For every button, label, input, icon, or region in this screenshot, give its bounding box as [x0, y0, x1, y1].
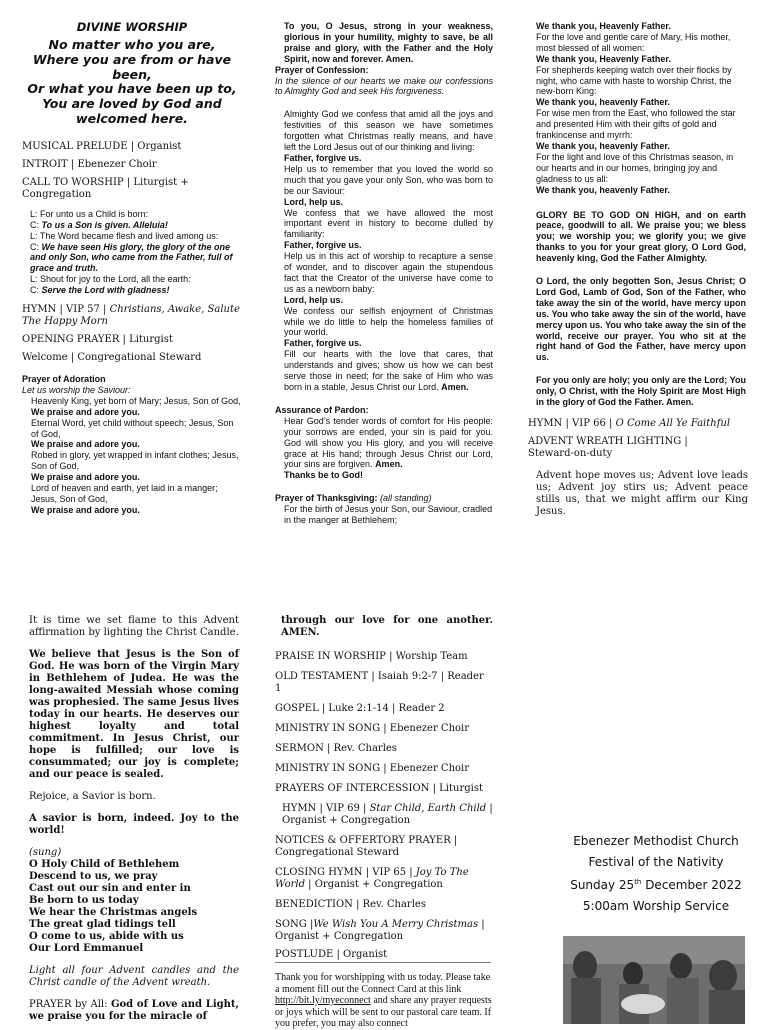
- order-hymn-69: HYMN | VIP 69 | Star Child, Earth Child | Organist + Congregation: [282, 803, 493, 826]
- thanksgiving-heading: Prayer of Thanksgiving: (all standing): [275, 493, 432, 504]
- confession-line: Help us in this act of worship to recapture a sense of wonder, and to discover again the stupendous fact that the Creator of the universe have come to us as a newborn baby:: [284, 251, 493, 294]
- confession-response: Father, forgive us.: [284, 152, 362, 163]
- section-intro: Let us worship the Saviour:: [22, 384, 131, 395]
- page-title: DIVINE WORSHIP: [76, 20, 188, 34]
- order-welcome: Welcome | Congregational Steward: [22, 352, 202, 364]
- carol-line: The great glad tidings tell: [29, 919, 176, 930]
- order-notices: NOTICES & OFFERTORY PRAYER | Congregational Steward: [275, 835, 458, 858]
- connect-card-link[interactable]: http://bit.ly/myeconnect: [275, 995, 371, 1006]
- confession-response: Lord, help us.: [284, 196, 344, 207]
- litany-response: We thank you, Heavenly Father.: [536, 21, 671, 31]
- column-4: [29, 615, 239, 1023]
- welcome-statement: [22, 38, 242, 127]
- order-hymn-66: HYMN | VIP 66 | O Come All Ye Faithful: [528, 418, 731, 429]
- order-sermon: SERMON | Rev. Charles: [275, 743, 397, 754]
- order-intercession: PRAYERS OF INTERCESSION | Liturgist: [275, 783, 483, 794]
- confession-line: We confess our selfish enjoyment of Christmas while we do little to help the homeless families of your world.: [284, 305, 493, 338]
- candle-intro: It is time we set flame to this Advent affirmation by lighting the Christ Candle.: [29, 615, 239, 638]
- confession-response: Lord, help us.: [284, 294, 344, 305]
- litany-line: L: The Word became flesh and lived among us:: [30, 230, 219, 241]
- carol-line: Be born to us today: [29, 895, 139, 906]
- confession-prayer: [275, 109, 493, 393]
- adoration-line: Robed in glory, yet wrapped in infant clothes; Jesus, Son of God,: [31, 450, 239, 472]
- advent-affirmation: Advent hope moves us; Advent love leads us; Advent joy stirs us; Advent peace stills us, that we might affirm our King Jesus.: [536, 470, 748, 517]
- assurance-of-pardon: Hear God’s tender words of comfort for His people: your sorrows are ended, your sin is paid for you. God will show you His glory, and you will receive grace at His hand; through Jesus Christ our Lord, your sins are forgiven. Amen. Thanks be to God!: [284, 415, 493, 481]
- gloria-paragraph-3: For you only are holy; you only are the Lord; You only, O Christ, with the Holy Spirit are Most High in the glory of God the Father. Amen.: [536, 375, 746, 408]
- church-info: [556, 831, 756, 916]
- litany-line: For the love and gentle care of Mary, His mother, most blessed of all women:: [536, 31, 731, 53]
- church-name: Ebenezer Methodist Church: [573, 834, 739, 848]
- order-ministry-in-song: MINISTRY IN SONG | Ebenezer Choir: [275, 763, 470, 774]
- order-benediction: BENEDICTION | Rev. Charles: [275, 899, 426, 910]
- order-gospel: GOSPEL | Luke 2:1-14 | Reader 2: [275, 703, 445, 714]
- rejoice-line: Rejoice, a Savior is born.: [29, 791, 156, 802]
- nativity-illustration: [563, 936, 745, 1024]
- doxology: To you, O Jesus, strong in your weakness, glorious in your humility, mighty to save, be all praise and glory, with the Father and the Holy Spirit, now and forever. Amen.: [284, 21, 493, 64]
- order-opening-prayer: OPENING PRAYER | Liturgist: [22, 334, 173, 346]
- carol-line: Cast out our sin and enter in: [29, 883, 191, 894]
- adoration-line: Eternal Word, yet child without speech; Jesus, Son of God,: [31, 417, 234, 439]
- column-2: [275, 21, 493, 526]
- litany-line: C: To us a Son is given. Alleluia!: [30, 219, 168, 230]
- pardon-response: Thanks be to God!: [284, 470, 364, 481]
- carol-line: O Holy Child of Bethlehem: [29, 859, 180, 870]
- gloria-paragraph-2: O Lord, the only begotten Son, Jesus Christ; O Lord God, Lamb of God, Son of the Father, who take away the sin of the world, have mercy upon us. You who take away the sin of the world, have mercy upon us. You who take away the sin of the world, receive our prayer. You who sit at the right hand of God the Father, have mercy upon us.: [536, 276, 746, 363]
- column-5: [275, 615, 493, 1030]
- order-praise: PRAISE IN WORSHIP | Worship Team: [275, 651, 468, 662]
- order-ministry-in-song: MINISTRY IN SONG | Ebenezer Choir: [275, 723, 470, 734]
- order-call-to-worship: CALL TO WORSHIP | Liturgist + Congregation: [22, 176, 189, 200]
- candle-instruction: Light all four Advent candles and the Christ candle of the Advent wreath.: [29, 965, 239, 988]
- order-closing-hymn: CLOSING HYMN | VIP 65 | Joy To The World | Organist + Congregation: [275, 867, 469, 890]
- adoration-response: We praise and adore you.: [31, 472, 140, 483]
- order-hymn-57: HYMN | VIP 57 | Christians, Awake, Salute The Happy Morn: [22, 304, 240, 328]
- carol-line: O come to us, abide with us: [29, 931, 184, 942]
- adoration-line: Heavenly King, yet born of Mary; Jesus, Son of God,: [31, 395, 241, 406]
- sung-note: (sung): [29, 847, 62, 858]
- call-to-worship-litany: [22, 209, 242, 296]
- order-song: SONG |We Wish You A Merry Christmas | Organist + Congregation: [275, 919, 485, 942]
- carol-line: We hear the Christmas angels: [29, 907, 198, 918]
- litany-line: For shepherds keeping watch over their flocks by night, who came with haste to worship Christ, the new-born King:: [536, 64, 732, 97]
- carol-verse: [29, 859, 239, 955]
- adoration-response: We praise and adore you.: [31, 504, 140, 515]
- adoration-line: Lord of heaven and earth, yet laid in a manger; Jesus, Son of God,: [31, 483, 218, 504]
- carol-line: Our Lord Emmanuel: [29, 943, 144, 954]
- litany-response: We thank you, heavenly Father.: [536, 184, 670, 195]
- welcome-line: You are loved by God and welcomed here.: [42, 96, 222, 126]
- confession-response: Father, forgive us.: [284, 240, 362, 251]
- welcome-line: No matter who you are,: [48, 37, 216, 52]
- gloria-paragraph-1: GLORY BE TO GOD ON HIGH, and on earth peace, goodwill to all. We praise you; we bless you; we worship you; we glorify you; we give thanks to you for your great glory, O Lord God, heavenly king, God the Father Almighty.: [536, 209, 746, 264]
- order-old-testament: OLD TESTAMENT | Isaiah 9:2-7 | Reader 1: [275, 671, 484, 694]
- pardon-heading: Assurance of Pardon:: [275, 404, 369, 415]
- creed: We believe that Jesus is the Son of God. He was born of the Virgin Mary in Bethlehem of Judea. He was the long-awaited Messiah whose coming was prophesied. The same Jesus lives today in our hearts. He deserves our highest loyalty and total commitment. In Jesus Christ, our hope is fulfilled; our love is consummated; our joy is complete; and our peace is sealed.: [29, 649, 239, 780]
- service-time: 5:00am Worship Service: [582, 898, 730, 913]
- order-musical-prelude: MUSICAL PRELUDE | Organist: [22, 140, 182, 152]
- welcome-line: Or what you have been up to,: [27, 81, 237, 97]
- adoration-response: We praise and adore you.: [31, 406, 140, 417]
- litany-line: For the light and love of this Christmas season, in our hearts and in our homes, bringing joy and gladness to us all:: [536, 151, 734, 184]
- order-postlude: POSTLUDE | Organist: [275, 949, 388, 960]
- column-3: [528, 21, 748, 518]
- closing-prayer-end: through our love for one another. AMEN.: [281, 615, 493, 638]
- carol-line: Descend to us, we pray: [29, 871, 158, 882]
- festival-name: Festival of the Nativity: [588, 854, 724, 869]
- column-1: [22, 20, 242, 516]
- confession-heading: Prayer of Confession:: [275, 64, 369, 75]
- divider: [275, 962, 491, 963]
- litany-line: L: For unto us a Child is born:: [30, 208, 149, 219]
- confession-line: Fill our hearts with the love that cares, that understands and gives; show us how we can best serve those in need; for the sake of Him who was born in a stable, Jesus Christ our Lord. Amen.: [284, 349, 493, 392]
- confession-response: Father, forgive us.: [284, 338, 362, 349]
- litany-response: We thank you, heavenly Father.: [536, 97, 670, 108]
- litany-line: C: We have seen His glory, the glory of the one and only Son, who came from the Father, full of grace and truth.: [30, 241, 233, 274]
- litany-line: L: Shout for joy to the Lord, all the earth:: [30, 274, 191, 285]
- confession-line: We confess that we have allowed the most important event in history to become dulled by familiarity:: [284, 207, 493, 240]
- rejoice-response: A savior is born, indeed. Joy to the world!: [29, 813, 239, 836]
- confession-line: Help us to remember that you loved the world so much that you gave your only Son, who was born to be our Saviour:: [284, 163, 493, 196]
- confession-line: Almighty God we confess that amid all the joys and festivities of this season we have sometimes forgotten what Christmas really means, and have left the Lord Jesus out of our thinking and living:: [284, 109, 493, 153]
- litany-response: We thank you, Heavenly Father.: [536, 53, 671, 64]
- thanksgiving-litany: [536, 21, 746, 196]
- litany-line: For wise men from the East, who followed the star and presented Him with their gifts of gold and frankincense and myrrh:: [536, 108, 736, 141]
- litany-line: C: Serve the Lord with gladness!: [30, 285, 170, 296]
- confession-intro: In the silence of our hearts we make our confessions to Almighty God and seek His forgiveness.: [275, 75, 493, 97]
- litany-response: We thank you, heavenly Father.: [536, 140, 670, 151]
- service-date: Sunday 25th December 2022: [570, 878, 742, 892]
- order-introit: INTROIT | Ebenezer Choir: [22, 158, 157, 170]
- welcome-line: Where you are from or have been,: [32, 51, 232, 82]
- section-heading: Prayer of Adoration: [22, 374, 106, 385]
- prayer-of-adoration: [22, 374, 242, 516]
- order-advent-wreath: ADVENT WREATH LIGHTING | Steward-on-duty: [528, 436, 688, 459]
- closing-prayer: PRAYER by All: God of Love and Light, we praise you for the miracle of: [29, 999, 239, 1022]
- connect-card-note: Thank you for worshipping with us today. Please take a moment fill out the Connect Card at this link http://bit.ly/myeconnect and share any prayer requests or joys which will be sent to our pastoral care team. If you prefer, you may also connect: [275, 972, 492, 1029]
- nativity-image: [563, 936, 745, 1024]
- thanksgiving-line: For the birth of Jesus your Son, our Saviour, cradled in the manger at Bethlehem;: [284, 504, 493, 526]
- adoration-response: We praise and adore you.: [31, 439, 140, 450]
